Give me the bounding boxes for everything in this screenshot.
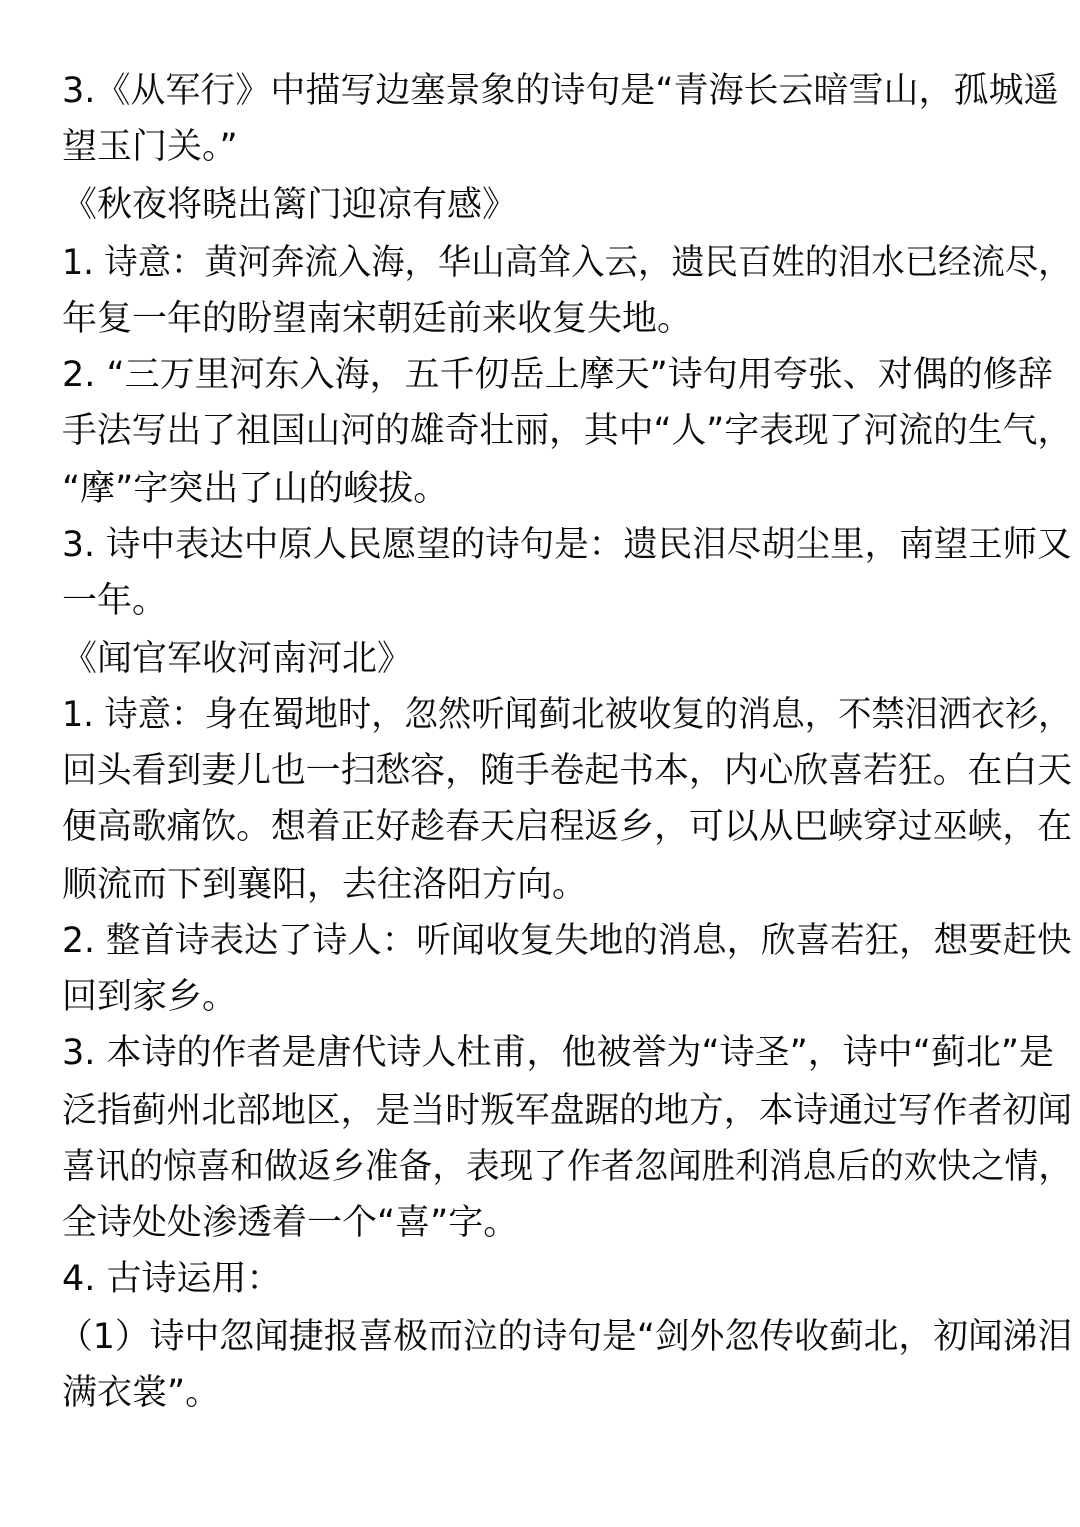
text-line-2: 望玉门关。” xyxy=(62,127,238,167)
text-line-6: 2. “三万里河东入海，五千仞岳上摩天”诗句用夸张、对偶的修辞 xyxy=(62,355,1053,395)
text-line-10: 一年。 xyxy=(62,581,168,621)
text-line-22: 4. 古诗运用： xyxy=(62,1259,282,1299)
text-line-12: 1. 诗意：身在蜀地时，忽然听闻蓟北被收复的消息，不禁泪洒衣衫， xyxy=(62,695,1072,735)
text-line-23: （1）诗中忽闻捷报喜极而泣的诗句是“剑外忽传收蓟北，初闻涕泪 xyxy=(58,1317,1073,1357)
text-line-13: 回头看到妻儿也一扫愁容，随手卷起书本，内心欣喜若狂。在白天 xyxy=(62,751,1073,791)
text-line-14: 便高歌痛饮。想着正好趁春天启程返乡，可以从巴峡穿过巫峡，在 xyxy=(62,807,1073,847)
text-line-5: 年复一年的盼望南宋朝廷前来收复失地。 xyxy=(62,299,693,339)
text-line-15: 顺流而下到襄阳，去往洛阳方向。 xyxy=(62,865,588,905)
text-line-4: 1. 诗意：黄河奔流入海，华山高耸入云，遗民百姓的泪水已经流尽， xyxy=(62,243,1072,283)
text-line-19: 泛指蓟州北部地区，是当时叛军盘踞的地方，本诗通过写作者初闻 xyxy=(62,1091,1073,1131)
text-line-24: 满衣裳”。 xyxy=(62,1373,221,1413)
text-line-18: 3. 本诗的作者是唐代诗人杜甫，他被誉为“诗圣”，诗中“蓟北”是 xyxy=(62,1033,1055,1073)
text-line-8: “摩”字突出了山的峻拔。 xyxy=(62,469,449,509)
text-line-21: 全诗处处渗透着一个“喜”字。 xyxy=(62,1203,519,1243)
text-line-20: 喜讯的惊喜和做返乡准备，表现了作者忽闻胜利消息后的欢快之情， xyxy=(62,1147,1073,1187)
poem-title-qiuye: 《秋夜将晓出篱门迎凉有感》 xyxy=(62,185,518,225)
poem-title-wenguanjun: 《闻官军收河南河北》 xyxy=(62,639,413,679)
text-line-17: 回到家乡。 xyxy=(62,977,238,1017)
text-line-7: 手法写出了祖国山河的雄奇壮丽，其中“人”字表现了河流的生气， xyxy=(62,411,1073,451)
text-line-1: 3.《从军行》中描写边塞景象的诗句是“青海长云暗雪山，孤城遥 xyxy=(62,71,1059,111)
text-line-9: 3. 诗中表达中原人民愿望的诗句是：遗民泪尽胡尘里，南望王师又 xyxy=(62,525,1072,565)
text-line-16: 2. 整首诗表达了诗人：听闻收复失地的消息，欣喜若狂，想要赶快 xyxy=(62,921,1072,961)
